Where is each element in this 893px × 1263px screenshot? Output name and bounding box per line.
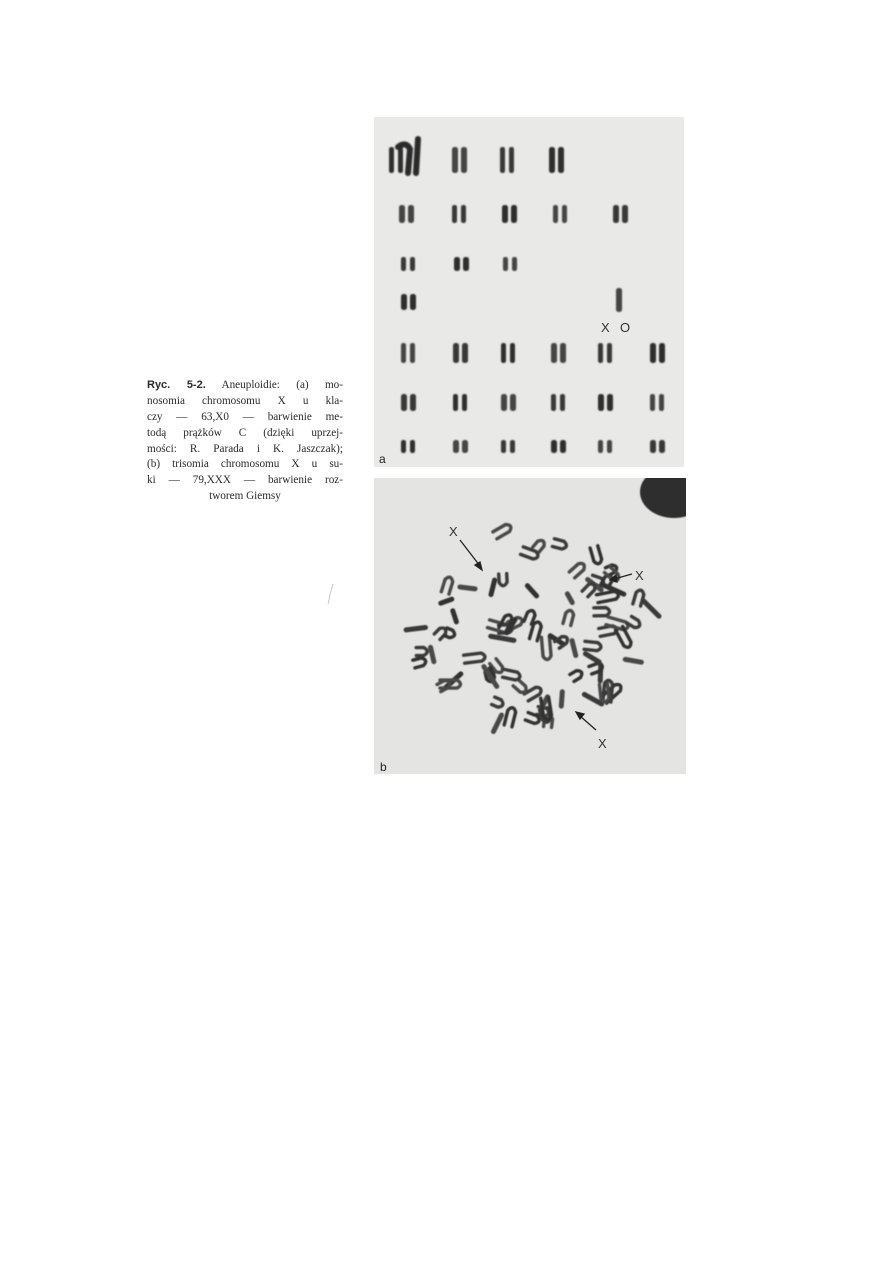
- chromosome: [607, 440, 612, 453]
- chromosome: [561, 692, 562, 706]
- chromosome: [401, 394, 407, 411]
- chromosome: [558, 147, 564, 173]
- missing-chromosome-marker: O: [620, 320, 631, 335]
- chromosome: [501, 343, 506, 363]
- karyotype-image: [374, 117, 684, 467]
- chromosome: [584, 641, 601, 651]
- caption-line-8: tworem Giemsy: [209, 490, 281, 503]
- chromosome: [607, 343, 612, 363]
- chromosome: [503, 257, 508, 271]
- chromosome: [650, 343, 656, 363]
- chromosome: [650, 440, 656, 453]
- chromosome: [491, 636, 514, 640]
- chromosome: [590, 546, 603, 565]
- figure-caption: [147, 378, 343, 505]
- x-label-right: X: [635, 568, 644, 583]
- chromosome: [492, 697, 505, 708]
- chromosome: [598, 343, 603, 363]
- stray-mark: [327, 583, 335, 605]
- chromosome: [441, 576, 453, 594]
- x-label-bottom: X: [598, 736, 607, 751]
- chromosome: [453, 611, 457, 622]
- chromosome: [406, 628, 425, 630]
- chromosome: [460, 587, 475, 589]
- chromosome: [551, 343, 557, 363]
- chromosome: [461, 147, 467, 173]
- chromosome: [452, 205, 457, 223]
- chromosome: [453, 440, 459, 453]
- chromosome-spread: [406, 523, 659, 732]
- chromosome: [633, 589, 645, 606]
- chromosome: [401, 294, 407, 310]
- chromosome: [493, 715, 501, 731]
- panel-label-a: a: [379, 452, 386, 466]
- chromosome: [510, 343, 515, 363]
- chromosome: [659, 440, 665, 453]
- chromosome: [527, 586, 536, 596]
- chromosome: [410, 440, 415, 453]
- chromosome: [567, 594, 572, 603]
- chromosome: [401, 257, 406, 271]
- chromosome: [598, 394, 604, 411]
- single-x-chromosome: [616, 288, 622, 312]
- chromosome: [501, 394, 507, 411]
- caption-label: Ryc. 5-2.: [147, 379, 206, 391]
- chromosome: [510, 394, 516, 411]
- chromosome: [453, 394, 458, 411]
- chromosome: [416, 647, 427, 655]
- chromosome: [410, 294, 416, 310]
- chromosome: [499, 574, 508, 586]
- chromosome: [454, 257, 460, 271]
- chromosome: [560, 440, 566, 453]
- chromosome: [552, 539, 567, 550]
- chromosome: [622, 205, 628, 223]
- caption-line-5: mości: R. Parada i K. Jaszczak);: [147, 442, 343, 455]
- caption-line-6: (b) trisomia chromosomu X u su-: [147, 458, 343, 471]
- x-label-top-left: X: [449, 524, 458, 539]
- chromosome: [491, 580, 495, 595]
- chromosome: [503, 669, 521, 680]
- chromosome: [501, 440, 506, 453]
- chromosome: [513, 680, 528, 694]
- chromosome: [461, 205, 466, 223]
- chromosome: [431, 647, 434, 661]
- chromosome: [453, 343, 459, 363]
- chromosome: [551, 394, 556, 411]
- caption-line-1: Ryc. 5-2. Aneuploidie: (a) mo-: [147, 379, 343, 391]
- chromosome: [452, 147, 458, 173]
- chromosome: [410, 394, 416, 411]
- caption-line-4: todą prążków C (dzięki uprzej-: [147, 426, 343, 439]
- chromosome: [462, 440, 468, 453]
- chromosome: [413, 657, 427, 668]
- chromosome: [607, 394, 613, 411]
- chromosome: [613, 205, 619, 223]
- metaphase-spread-photo: [374, 478, 686, 774]
- chromosome: [462, 394, 467, 411]
- chromosome: [659, 343, 665, 363]
- chromosome: [441, 599, 452, 603]
- metaphase-image: [374, 478, 686, 774]
- chromosome: [570, 669, 584, 682]
- chromosome: [504, 707, 516, 727]
- chromosome: [541, 637, 551, 660]
- chromosome: [560, 394, 565, 411]
- chromosome: [401, 440, 406, 453]
- chromosome: [462, 343, 468, 363]
- caption-line-3: czy — 63,X0 — barwienie me-: [147, 410, 343, 423]
- chromosome: [560, 343, 566, 363]
- dark-cell-fragment: [640, 478, 686, 518]
- chromosome: [553, 205, 558, 223]
- chromosome: [569, 561, 586, 577]
- chromosome: [502, 205, 508, 223]
- chromosome: [598, 440, 603, 453]
- chromosome: [493, 523, 513, 539]
- panel-label-b: b: [380, 760, 387, 774]
- chromosome: [549, 147, 555, 173]
- chromosome: [650, 394, 655, 411]
- chromosome: [594, 608, 610, 616]
- chromosome: [511, 205, 517, 223]
- chromosome: [512, 257, 517, 271]
- caption-line-2: nosomia chromosomu X u kla-: [147, 394, 343, 407]
- chromosome: [410, 257, 415, 271]
- karyotype-photo: [374, 117, 684, 467]
- chromosome: [398, 147, 403, 173]
- chromosome: [563, 610, 574, 626]
- chromosome: [585, 654, 599, 662]
- chromosome: [521, 547, 540, 560]
- chromosome: [659, 394, 664, 411]
- chromosome: [582, 582, 597, 597]
- chromosome: [410, 343, 415, 363]
- chromosome: [464, 653, 486, 663]
- chromosome: [572, 641, 576, 656]
- chromosome: [401, 343, 406, 363]
- chromosome: [562, 205, 567, 223]
- chromosome: [389, 147, 394, 173]
- chromosome: [643, 601, 659, 617]
- chromosome-pairs: [389, 139, 665, 453]
- chromosome: [625, 659, 641, 662]
- chromosome: [509, 147, 514, 173]
- chromosome: [463, 257, 469, 271]
- chromosome: [596, 591, 619, 603]
- x-chromosome-marker: X: [601, 320, 610, 335]
- caption-line-7: ki — 79,XXX — barwienie roz-: [147, 474, 343, 487]
- chromosome: [408, 205, 414, 223]
- chromosome: [510, 440, 515, 453]
- chromosome: [500, 147, 505, 173]
- chromosome: [551, 440, 557, 453]
- chromosome: [399, 205, 405, 223]
